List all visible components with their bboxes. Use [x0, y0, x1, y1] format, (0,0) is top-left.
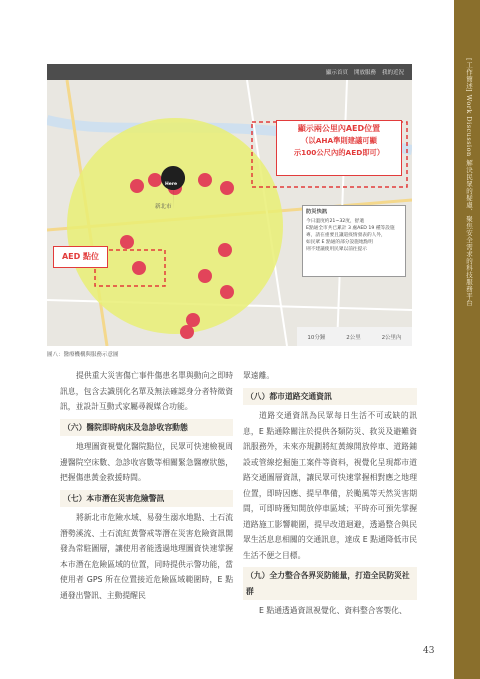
- filter-2km-button[interactable]: 2公里: [346, 334, 361, 341]
- aed-marker: [218, 243, 232, 257]
- aed-marker: [130, 179, 144, 193]
- app-top-bar: [47, 64, 412, 80]
- aed-marker: [186, 313, 200, 327]
- aed-marker: [220, 285, 234, 299]
- callout-line: 示100公尺內的AED即可）: [293, 148, 385, 157]
- section-heading: （九）全力整合各界災防能量，打造全民防災社群: [243, 567, 417, 600]
- figure-caption: 圖八：醫療機構與服務示意圖: [47, 352, 119, 358]
- here-pin-label: Here: [165, 182, 178, 187]
- popup-line: 如民眾 E 點通的部分設施地點明: [306, 240, 373, 245]
- left-column: [60, 368, 233, 603]
- popup-title: 防災快訊: [306, 209, 328, 215]
- app-bottom-bar: [297, 327, 412, 346]
- filter-within-2km-button[interactable]: 2公里內: [381, 334, 402, 341]
- popup-line: 專，請在重要且讓道疫情發表的人外，: [306, 233, 386, 238]
- filter-10min-button[interactable]: 10分鐘: [307, 334, 326, 341]
- callout-line: 顯示兩公里內AED位置: [297, 124, 381, 133]
- side-tab-text: [工作簡述] Work Discussion 解決民眾的疑慮、聚焦安全需求的科技服務平台: [465, 58, 473, 307]
- aed-marker: [148, 173, 162, 187]
- paragraph: 地理圖資視覺化醫院點位，民眾可快速檢視周邊醫院空床數、急診收容數等相關緊急醫療狀態，把握傷患黃金救援時間。: [60, 442, 233, 482]
- side-tab: [454, 0, 480, 679]
- nav-item-status[interactable]: 我的近況: [381, 70, 404, 76]
- paragraph: E 點通透過資訊視覺化、資料整合客製化、: [259, 606, 407, 615]
- aed-marker: [180, 325, 194, 339]
- popup-line: 今日溫度約21~32度，舒適: [306, 219, 365, 224]
- section-heading: （七）本市潛在災害危險警訊: [60, 490, 233, 508]
- nav-item-services[interactable]: 開放服務: [353, 70, 376, 76]
- radius-circle: [67, 118, 283, 334]
- aed-marker: [132, 261, 146, 275]
- paragraph-continued: 眾遠離。: [243, 371, 275, 380]
- popup-line: E點通全市共已累計 3 處AED 19 種等設施: [306, 226, 395, 231]
- aed-marker: [198, 269, 212, 283]
- popup-line: 則不建議使用民眾以前往提示: [306, 247, 367, 252]
- paragraph: 將新北市危險水域、易發生溺水地點、土石流潛勢溪流、土石流紅黃警戒等潛在災害危險資訊開發為常駐圖層，讓使用者能透過地理圖資快速掌握本市潛在危險區域的位置，同時提供示警功能，當使用者 GPS 所在位置接近危險區域範圍時，E 點通發出警訊、主動提醒民: [60, 513, 233, 600]
- city-label: 新北市: [155, 204, 172, 210]
- aed-within-2km-callout: [276, 120, 402, 176]
- nav-item-home[interactable]: 顯示首頁: [325, 70, 348, 76]
- paragraph: 道路交通資訊為民眾每日生活不可或缺的訊息，E 點通除關注於提供各類防災、救災及避難資訊服務外，未來亦規劃將紅黃線開放停車、道路鋪設或管線挖掘施工案件等資料，視覺化呈現都市道路交通圖層資訊，讓民眾可快速掌握相對應之地理位置，即時因應、提早準備，於颱風等天然災害期間，可即時獲知開放停車區域；平時亦可預先掌握道路施工影響範圍，提早改道迴避，透過整合與民眾生活息息相關的交通訊息，達成 E 點通降低市民生活不便之目標。: [243, 411, 417, 560]
- section-heading: （六）醫院即時病床及急診收容動態: [60, 419, 233, 437]
- paragraph: 提供重大災害傷亡事件傷患名單與動向之即時訊息，包含去識別化名單及無法確認身分者特徵資訊，並設計互動式家屬尋親媒合功能。: [60, 371, 233, 411]
- app-top-nav: [326, 68, 404, 76]
- aed-marker: [120, 235, 134, 249]
- disaster-alert-popup: [302, 205, 406, 277]
- callout-line: （以AHA準則建議可顯: [301, 136, 377, 145]
- section-heading: （八）都市道路交通資訊: [243, 388, 417, 406]
- page-number: 43: [423, 646, 435, 656]
- aed-point-callout: AED 點位: [53, 246, 108, 268]
- right-column: [243, 368, 417, 619]
- aed-marker: [220, 181, 234, 195]
- aed-marker: [198, 173, 212, 187]
